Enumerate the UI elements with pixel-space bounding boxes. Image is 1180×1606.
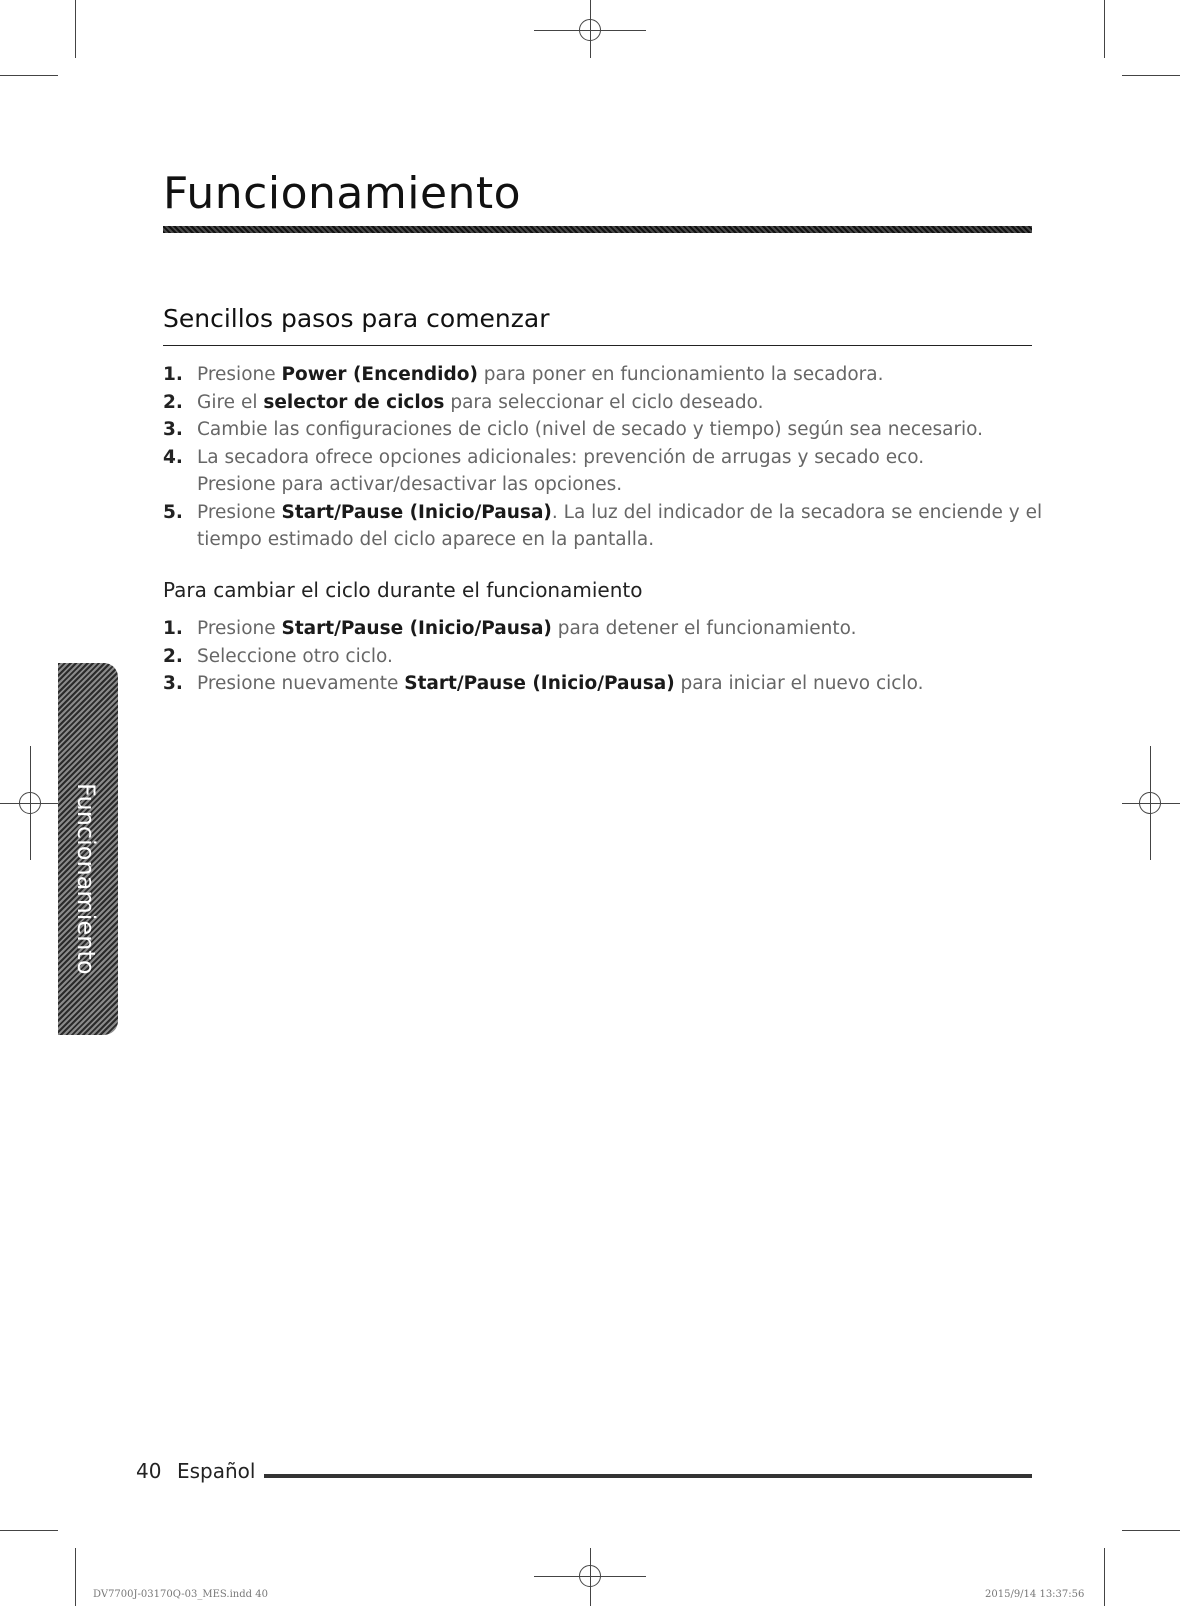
side-tab-label: Funcionamiento: [72, 783, 100, 975]
section-rule: [163, 345, 1032, 346]
page-title: Funcionamiento: [163, 168, 522, 219]
print-timestamp: 2015/9/14 13:37:56: [985, 1589, 1085, 1600]
section-title: Sencillos pasos para comenzar: [163, 304, 550, 333]
list-item: 2. Seleccione otro ciclo.: [163, 645, 393, 667]
list-item: 1. Presione Start/Pause (Inicio/Pausa) para detener el funcionamiento.: [163, 618, 857, 639]
footer-rule: [264, 1474, 1032, 1478]
subsection-title: Para cambiar el ciclo durante el funcionamiento: [163, 578, 643, 602]
list-item: 3. Cambie las configuraciones de ciclo (nivel de secado y tiempo) según sea necesario.: [163, 419, 984, 440]
list-item: 3. Presione nuevamente Start/Pause (Inicio/Pausa) para iniciar el nuevo ciclo.: [163, 673, 924, 694]
page-number: 40: [136, 1459, 162, 1483]
list-item: 5. Presione Start/Pause (Inicio/Pausa). La luz del indicador de la secadora se enciende y el tiempo estimado del ciclo aparece en la pantalla.: [163, 501, 1043, 550]
steps-list: [163, 361, 1043, 554]
list-item: 2. Gire el selector de ciclos para seleccionar el ciclo deseado.: [163, 391, 764, 413]
page-language: Español: [177, 1459, 256, 1483]
list-item: 4. La secadora ofrece opciones adicionales: prevención de arrugas y secado eco. Presione para activar/desactivar las opciones.: [163, 446, 925, 495]
list-item: 1. Presione Power (Encendido) para poner en funcionamiento la secadora.: [163, 364, 884, 385]
title-rule: [163, 226, 1032, 233]
file-slug: DV7700J-03170Q-03_MES.indd 40: [93, 1589, 268, 1600]
change-cycle-steps-list: [163, 615, 1043, 698]
